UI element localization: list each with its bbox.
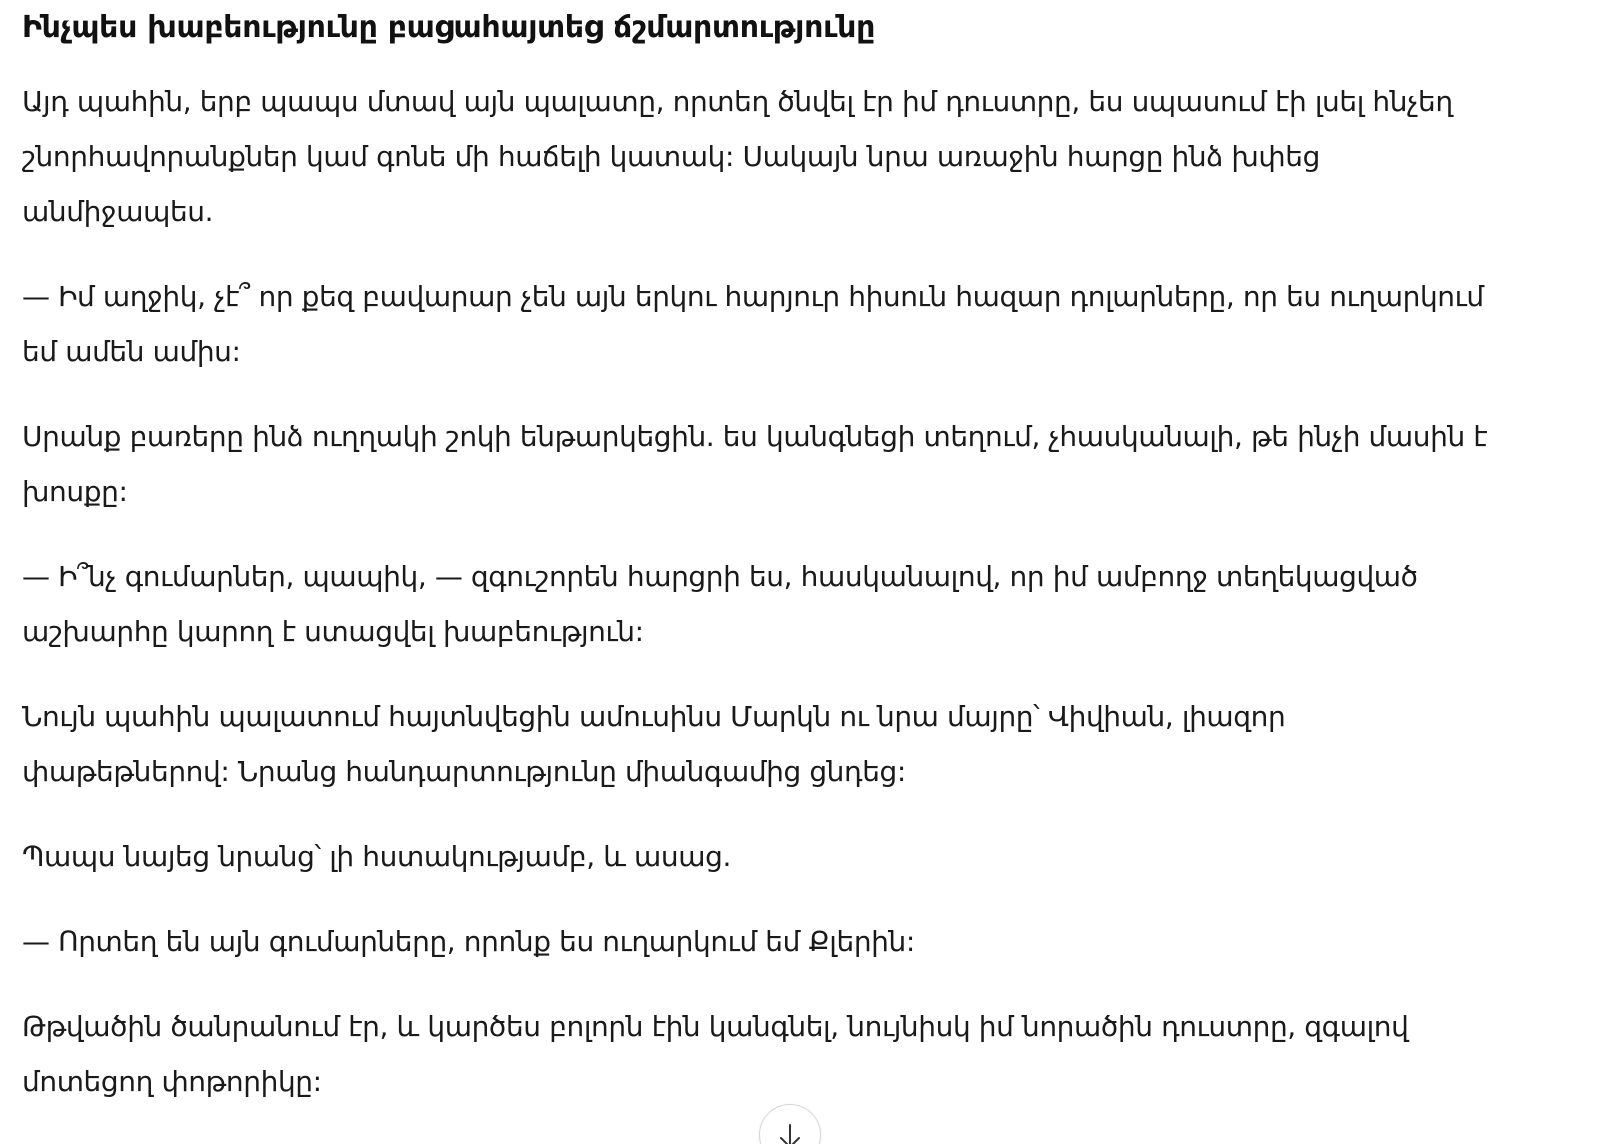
paragraph-2 [22, 269, 1582, 379]
paragraph-line: Պապս նայեց նրանց՝ լի հստակությամբ, և ասաց. [22, 840, 731, 873]
paragraph-4 [22, 549, 1582, 659]
arrow-down-icon [778, 1121, 802, 1144]
paragraph-5 [22, 689, 1582, 799]
paragraph-8 [22, 999, 1582, 1109]
paragraph-line: եմ ամեն ամիս: [22, 335, 241, 368]
paragraph-line: մոտեցող փոթորիկը: [22, 1065, 322, 1098]
article-title: Ինչպես խաբեությունը բացահայտեց ճշմարտությունը [22, 10, 876, 45]
paragraph-line: շնորհավորանքներ կամ գոնե մի հաճելի կատակ: Սակայն նրա առաջին հարցը ինձ խփեց [22, 140, 1320, 173]
paragraph-line: Այդ պահին, երբ պապս մտավ այն պալատը, որտեղ ծնվել էր իմ դուստրը, ես սպասում էի լսել հնչեղ [22, 85, 1453, 118]
paragraph-line: — Ի՞նչ գումարներ, պապիկ, — զգուշորեն հարցրի ես, հասկանալով, որ իմ ամբողջ տեղեկացված [22, 560, 1418, 593]
paragraph-3 [22, 409, 1582, 519]
paragraph-line: փաթեթներով: Նրանց հանդարտությունը միանգամից ցնդեց: [22, 755, 906, 788]
paragraph-6 [22, 829, 1582, 884]
article [22, 0, 1582, 1109]
paragraph-line: անմիջապես. [22, 195, 214, 228]
paragraph-line: աշխարհը կարող է ստացվել խաբեություն: [22, 615, 644, 648]
paragraph-line: — Իմ աղջիկ, չէ՞ որ քեզ բավարար չեն այն երկու հարյուր հիսուն հազար դոլարները, որ ես ուղարկում [22, 280, 1484, 313]
paragraph-line: Սրանք բառերը ինձ ուղղակի շոկի ենթարկեցին. ես կանգնեցի տեղում, չհասկանալի, թե ինչի մասին է [22, 420, 1488, 453]
scroll-to-bottom-button[interactable] [759, 1104, 821, 1144]
paragraph-7 [22, 914, 1582, 969]
paragraph-1 [22, 74, 1582, 239]
paragraph-line: Թթվածին ծանրանում էր, և կարծես բոլորն էին կանգնել, նույնիսկ իմ նորածին դուստրը, զգալով [22, 1010, 1409, 1043]
paragraph-line: Նույն պահին պալատում հայտնվեցին ամուսինս Մարկն ու նրա մայրը՝ Վիվիան, լիազոր [22, 700, 1286, 733]
paragraph-line: խոսքը: [22, 475, 128, 508]
paragraph-line: — Որտեղ են այն գումարները, որոնք ես ուղարկում եմ Քլերին: [22, 925, 915, 958]
